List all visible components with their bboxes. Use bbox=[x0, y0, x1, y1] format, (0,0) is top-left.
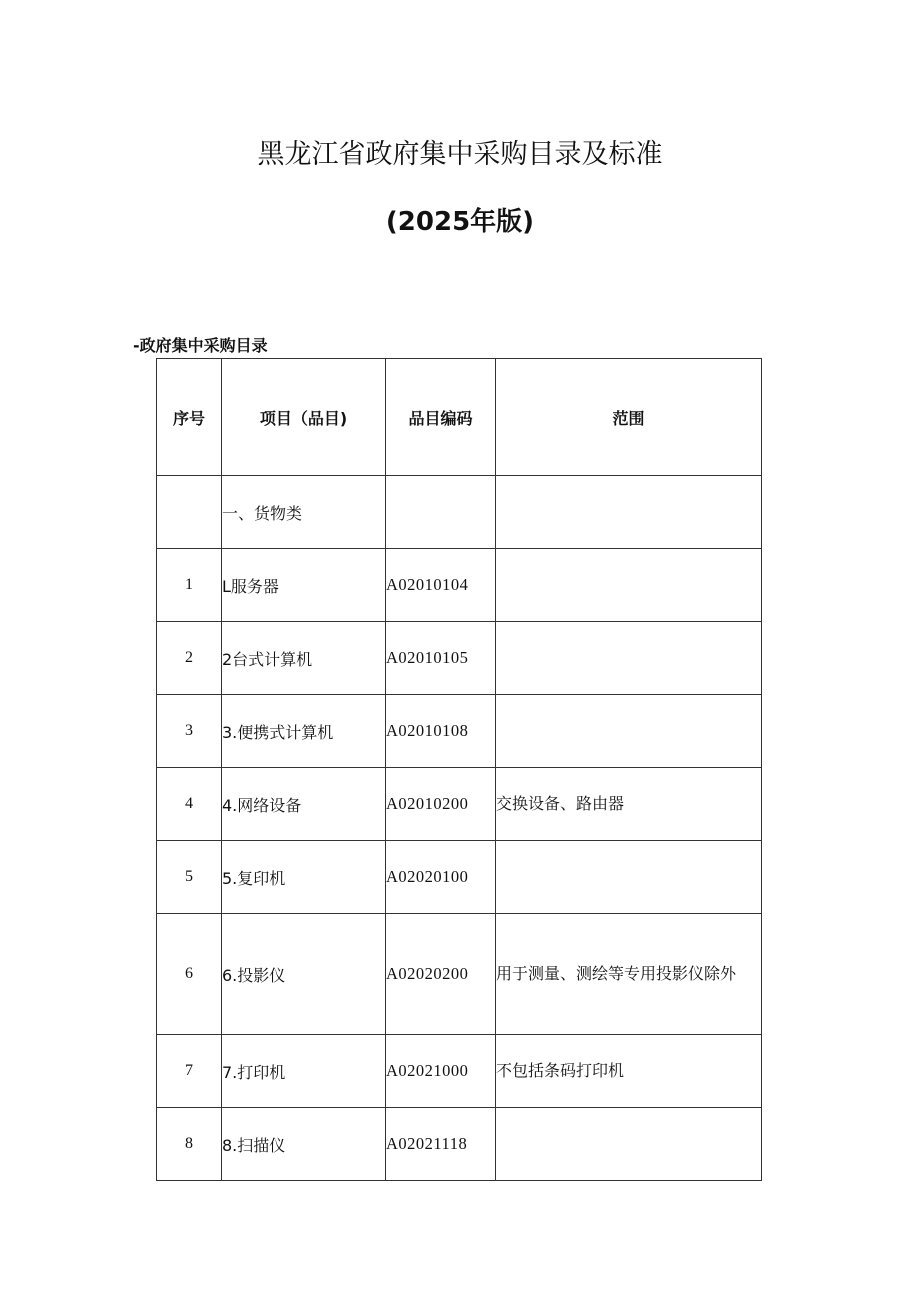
header-no: 序号 bbox=[157, 359, 222, 476]
row-no: 4 bbox=[157, 768, 222, 841]
row-item: L服务器 bbox=[222, 549, 386, 622]
document-subtitle: (2025年版) bbox=[385, 207, 535, 237]
row-scope bbox=[496, 695, 762, 768]
row-code: A02021000 bbox=[386, 1035, 496, 1108]
category-code bbox=[386, 476, 496, 549]
table-row bbox=[157, 549, 762, 622]
table-header-row bbox=[157, 359, 762, 476]
header-scope: 范围 bbox=[496, 359, 762, 476]
row-scope bbox=[496, 841, 762, 914]
table-row bbox=[157, 622, 762, 695]
row-code: A02010104 bbox=[386, 549, 496, 622]
row-code: A02020200 bbox=[386, 914, 496, 1035]
section-label: -政府集中采购目录 bbox=[133, 336, 268, 355]
row-item: 7.打印机 bbox=[222, 1035, 386, 1108]
row-item: 8.扫描仪 bbox=[222, 1108, 386, 1181]
table-row bbox=[157, 841, 762, 914]
header-code: 品目编码 bbox=[386, 359, 496, 476]
category-row bbox=[157, 476, 762, 549]
row-no: 3 bbox=[157, 695, 222, 768]
row-code: A02020100 bbox=[386, 841, 496, 914]
row-scope: 不包括条码打印机 bbox=[496, 1035, 762, 1108]
row-no: 1 bbox=[157, 549, 222, 622]
row-no: 8 bbox=[157, 1108, 222, 1181]
row-item: 4.网络设备 bbox=[222, 768, 386, 841]
row-scope: 交换设备、路由器 bbox=[496, 768, 762, 841]
row-scope bbox=[496, 549, 762, 622]
table-row bbox=[157, 1108, 762, 1181]
row-item: 2台式计算机 bbox=[222, 622, 386, 695]
table-row bbox=[157, 768, 762, 841]
row-scope: 用于测量、测绘等专用投影仪除外 bbox=[496, 914, 762, 1035]
row-code: A02010105 bbox=[386, 622, 496, 695]
category-label: 一、货物类 bbox=[222, 476, 386, 549]
row-code: A02010108 bbox=[386, 695, 496, 768]
procurement-catalog-table bbox=[156, 358, 762, 1181]
row-scope bbox=[496, 622, 762, 695]
row-code: A02010200 bbox=[386, 768, 496, 841]
row-scope bbox=[496, 1108, 762, 1181]
category-scope bbox=[496, 476, 762, 549]
row-item: 6.投影仪 bbox=[222, 914, 386, 1035]
category-no bbox=[157, 476, 222, 549]
header-item: 项目（品目) bbox=[222, 359, 386, 476]
table-row bbox=[157, 914, 762, 1035]
row-item: 3.便携式计算机 bbox=[222, 695, 386, 768]
table-row bbox=[157, 695, 762, 768]
document-title: 黑龙江省政府集中采购目录及标准 bbox=[257, 139, 663, 170]
table-row bbox=[157, 1035, 762, 1108]
row-no: 6 bbox=[157, 914, 222, 1035]
row-code: A02021118 bbox=[386, 1108, 496, 1181]
row-no: 2 bbox=[157, 622, 222, 695]
row-no: 5 bbox=[157, 841, 222, 914]
row-no: 7 bbox=[157, 1035, 222, 1108]
row-item: 5.复印机 bbox=[222, 841, 386, 914]
